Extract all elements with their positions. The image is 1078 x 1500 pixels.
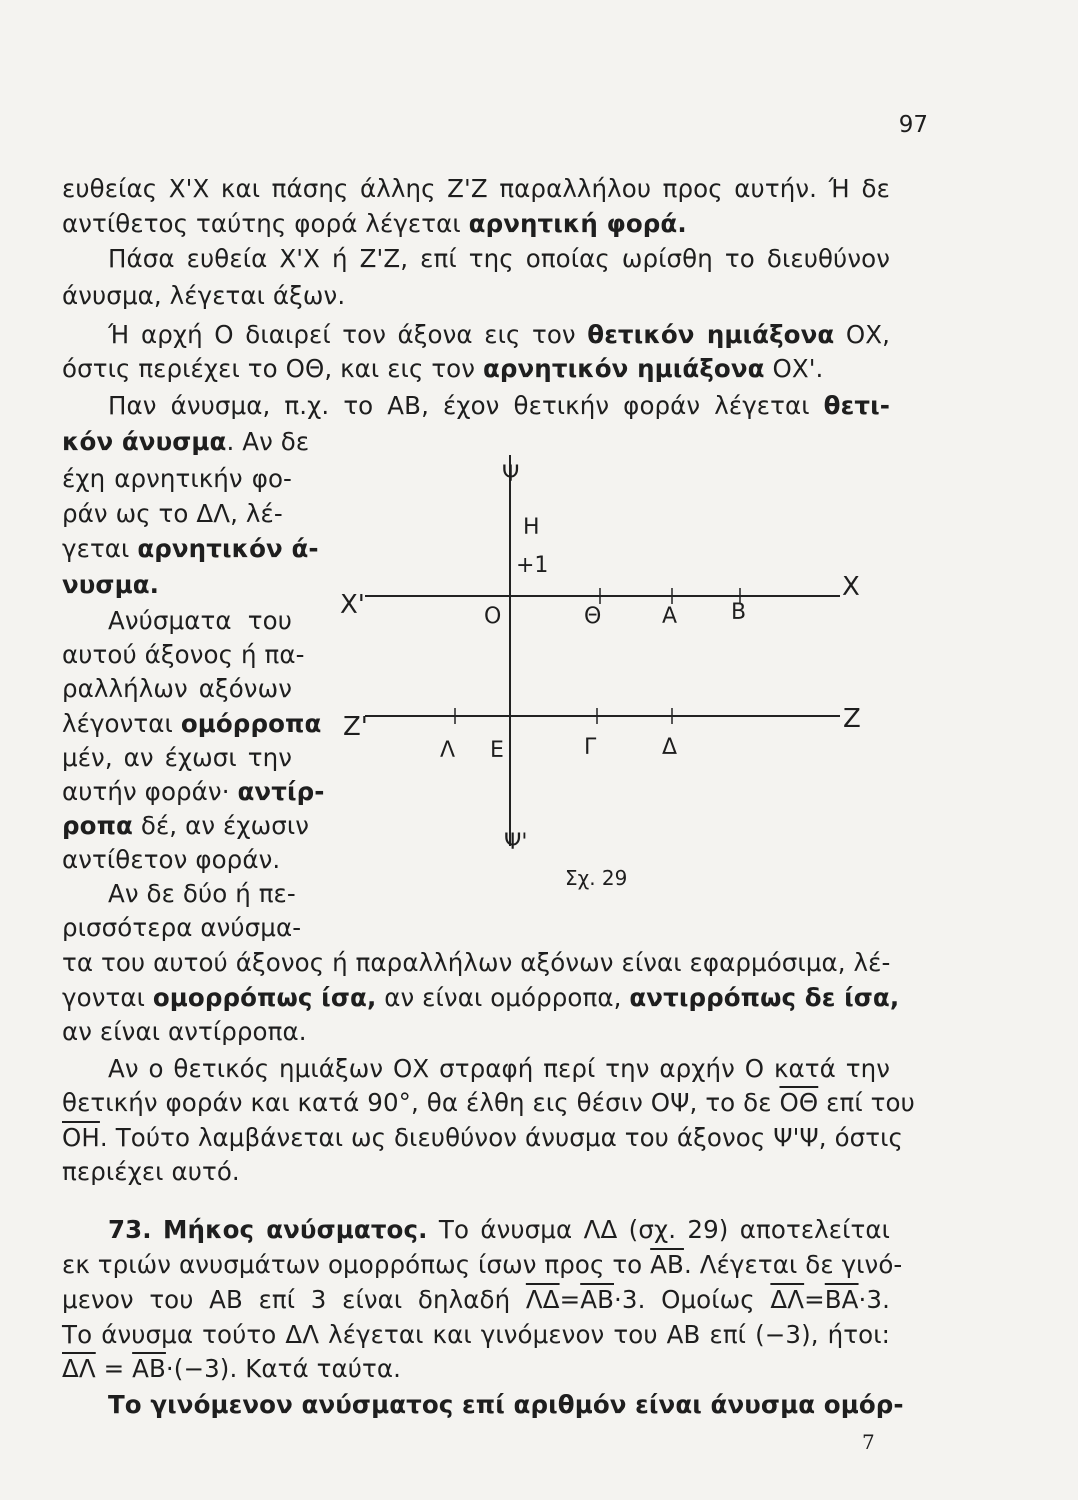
text-line: αυτού άξονος ή πα- <box>62 640 305 669</box>
text-line: Αν ο θετικός ημιάξων ΟΧ στραφή περί την αρχήν Ο κατά την <box>108 1054 890 1083</box>
figure-caption: Σχ. 29 <box>565 866 628 890</box>
text-span: . Αν δε <box>226 427 310 456</box>
text-line: Ανύσματα του <box>108 606 292 635</box>
label-delta: Δ <box>662 735 678 760</box>
vector-label: $\overline{OH}$ <box>62 1123 100 1152</box>
text-span: ·(−3). Κατά ταύτα. <box>165 1354 401 1383</box>
label-z: Ζ <box>843 704 861 734</box>
vector-label: $\overline{\Delta\Lambda}$ <box>770 1285 805 1314</box>
text-span: λέγονται <box>62 709 173 738</box>
label-x-prime: Χ' <box>340 590 365 620</box>
text-span: αν είναι ομόρροπα, <box>384 983 622 1012</box>
text-span: εκ τριών ανυσμάτων ομορρόπως ίσων προς το <box>62 1250 643 1279</box>
vector-label: $\overline{AB}$ <box>132 1354 166 1383</box>
text-line: τα του αυτού άξονος ή παραλλήλων αξόνων είναι εφαρμόσιμα, λέ- <box>62 948 891 977</box>
term-negative-semiaxis: αρνητικόν ημιάξονα <box>482 354 765 383</box>
label-h: Η <box>523 515 540 540</box>
text-line: Πάσα ευθεία Χ'Χ ή Ζ'Ζ, επί της οποίας ωρίσθη το διευθύνον <box>108 244 890 273</box>
text-line: ραλλήλων αξόνων <box>62 674 292 703</box>
label-plus-one: +1 <box>516 553 549 578</box>
text-span: Παν άνυσμα, π.χ. το ΑΒ, έχον θετικήν φοράν λέγεται <box>108 391 824 420</box>
term-positive-vector: θετι- <box>823 391 890 420</box>
text-span: ράν ως το ΔΛ, λέ- <box>62 499 283 528</box>
term-negative-direction: αρνητική φορά. <box>468 209 687 238</box>
vector-label: $\overline{BA}$ <box>824 1285 859 1314</box>
term-negative-vector: νυσμα. <box>62 570 160 599</box>
label-gamma: Γ <box>584 735 597 760</box>
term-opposite: ροπα <box>62 811 133 840</box>
vector-label: $\overline{\Lambda\Delta}$ <box>525 1285 560 1314</box>
vector-label: $\overline{AB}$ <box>580 1285 614 1314</box>
text-line: αντίθετον φοράν. <box>62 845 281 874</box>
label-a: Α <box>662 604 678 629</box>
text-line: ρισσότερα ανύσμα- <box>62 913 302 942</box>
term-product-definition: Το γινόμενον ανύσματος επί αριθμόν είναι άνυσμα ομόρ- <box>108 1390 904 1419</box>
text-span: = <box>95 1354 133 1383</box>
label-o: Ο <box>484 604 502 629</box>
term-concordant: ομόρροπα <box>180 709 322 738</box>
text-line: έχη αρνητικήν φο- <box>62 464 292 493</box>
text-line: περιέχει αυτό. <box>62 1157 240 1186</box>
label-theta: Θ <box>584 604 602 629</box>
text-span: θετικήν φοράν και κατά 90°, θα έλθη εις θέσιν ΟΨ, το δε <box>62 1088 772 1117</box>
text-span: γονται <box>62 983 145 1012</box>
section-number: 73. <box>108 1215 152 1244</box>
text-span: αντίθετος ταύτης φορά λέγεται <box>62 209 469 238</box>
term-equal-concordant: ομορρόπως ίσα, <box>152 983 377 1012</box>
term-positive-semiaxis: θετικόν ημιάξονα <box>587 320 835 349</box>
footer-signature-mark: 7 <box>862 1430 875 1454</box>
text-span: = <box>559 1285 581 1314</box>
vector-label: $\overline{O\Theta}$ <box>779 1088 819 1117</box>
text-line: Το άνυσμα τούτο ΔΛ λέγεται και γινόμενον του ΑΒ επί (−3), ήτοι: <box>62 1320 890 1349</box>
text-span: . Λέγεται δε γινό- <box>683 1250 903 1279</box>
text-span: επί του <box>826 1088 915 1117</box>
text-span: ΟΧ, <box>834 320 891 349</box>
term-equal-opposite: αντιρρόπως δε ίσα, <box>629 983 900 1012</box>
text-span: δέ, αν έχωσιν <box>140 811 310 840</box>
text-span: Ή αρχή Ο διαιρεί τον άξονα εις τον <box>108 320 588 349</box>
label-lambda: Λ <box>440 738 456 763</box>
label-x: Χ <box>842 572 860 602</box>
text-line: Αν δε δύο ή πε- <box>108 879 296 908</box>
text-line: άνυσμα, λέγεται άξων. <box>62 281 346 310</box>
term-opposite: αντίρ- <box>237 777 325 806</box>
label-psi-prime: Ψ' <box>504 830 528 855</box>
text-line: ευθείας Χ'Χ και πάσης άλλης Ζ'Ζ παραλλήλου προς αυτήν. Ή δε <box>62 174 890 203</box>
vector-label: $\overline{\Delta\Lambda}$ <box>62 1354 96 1383</box>
text-span: Το άνυσμα ΛΔ (σχ. 29) αποτελείται <box>438 1215 891 1244</box>
label-psi: Ψ <box>502 462 520 487</box>
text-line: μέν, αν έχωσι την <box>62 743 292 772</box>
label-z-prime: Ζ' <box>343 712 368 742</box>
label-b: Β <box>731 600 747 625</box>
text-span: μενον του ΑΒ επί 3 είναι δηλαδή <box>62 1285 511 1314</box>
term-negative-vector: αρνητικόν ά- <box>137 534 319 563</box>
text-span: όστις περιέχει το ΟΘ, και εις τον <box>62 354 483 383</box>
section-title: Μήκος ανύσματος. <box>163 1215 428 1244</box>
text-span: γεται <box>62 534 130 563</box>
text-span: αυτήν φοράν· <box>62 777 230 806</box>
text-span: ΟΧ'. <box>764 354 824 383</box>
text-line: αν είναι αντίρροπα. <box>62 1017 307 1046</box>
label-e: Ε <box>490 738 504 763</box>
text-span: = <box>804 1285 825 1314</box>
vector-label: $\overline{AB}$ <box>650 1250 684 1279</box>
text-span: ·3. Ομοίως <box>614 1285 755 1314</box>
term-positive-vector: κόν άνυσμα <box>62 427 227 456</box>
text-span: ·3. <box>858 1285 891 1314</box>
page-number: 97 <box>898 112 928 138</box>
text-span: . Τούτο λαμβάνεται ως διευθύνον άνυσμα του άξονος Ψ'Ψ, όστις <box>99 1123 904 1152</box>
